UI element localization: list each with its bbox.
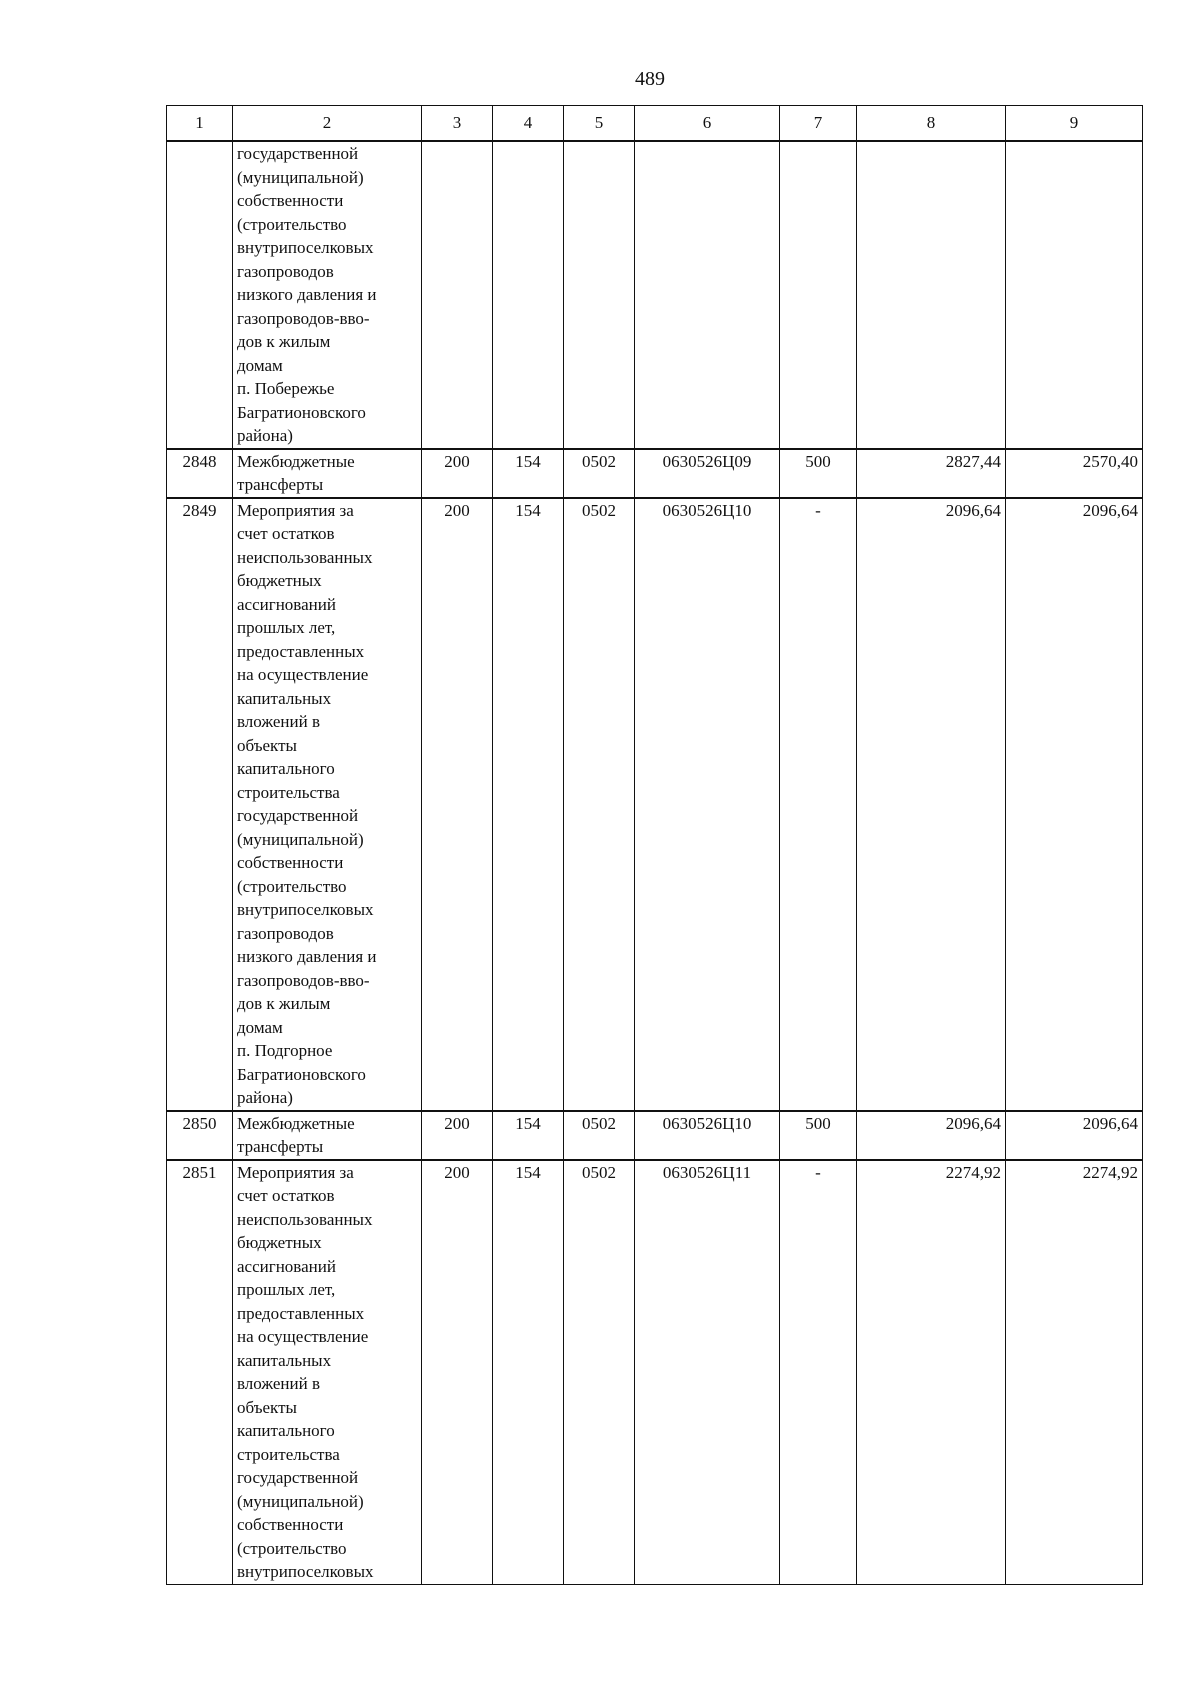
column-header-9: 9 <box>1006 106 1143 142</box>
cell-col-7: - <box>780 1160 857 1585</box>
cell-col-5: 0502 <box>564 449 635 498</box>
cell-col-8: 2274,92 <box>857 1160 1006 1585</box>
row-description-text: Мероприятия за счет остатков неиспользованных бюджетных ассигнований прошлых лет, предоставленных на осуществление капитальных вложений в объекты капитального строительства государственной (муниципальной) собственности (строительство внутрипоселковых газопроводов низкого давления и газопроводов-вво- дов к жилым домам п. Подгорное Багратионовского района) <box>237 500 377 1107</box>
cell-col-5: 0502 <box>564 498 635 1111</box>
row-description-text: Межбюджетные трансферты <box>237 1113 355 1156</box>
cell-col-6: 0630526Ц10 <box>635 498 780 1111</box>
cell-col-4: 154 <box>493 1160 564 1585</box>
table-row <box>167 498 1143 1111</box>
row-description <box>233 141 422 449</box>
row-description-text: Мероприятия за счет остатков неиспользованных бюджетных ассигнований прошлых лет, предоставленных на осуществление капитальных вложений в объекты капитального строительства государственной (муниципальной) собственности (строительство внутрипоселковых <box>237 1162 374 1581</box>
table-header-row <box>167 106 1143 142</box>
cell-col-8: 2827,44 <box>857 449 1006 498</box>
cell-col-4: 154 <box>493 1111 564 1160</box>
row-description <box>233 498 422 1111</box>
cell-col-5: 0502 <box>564 1111 635 1160</box>
cell-col-7: 500 <box>780 1111 857 1160</box>
table-row <box>167 1111 1143 1160</box>
cell-col-3: 200 <box>422 498 493 1111</box>
cell-col-3 <box>422 141 493 449</box>
row-description <box>233 449 422 498</box>
table-row <box>167 141 1143 449</box>
column-header-5: 5 <box>564 106 635 142</box>
cell-col-9: 2274,92 <box>1006 1160 1143 1585</box>
table-row <box>167 1160 1143 1585</box>
cell-col-6: 0630526Ц11 <box>635 1160 780 1585</box>
row-description <box>233 1111 422 1160</box>
cell-col-9: 2096,64 <box>1006 1111 1143 1160</box>
row-description <box>233 1160 422 1585</box>
cell-col-3: 200 <box>422 1160 493 1585</box>
column-header-6: 6 <box>635 106 780 142</box>
cell-col-5 <box>564 141 635 449</box>
column-header-7: 7 <box>780 106 857 142</box>
cell-col-8: 2096,64 <box>857 1111 1006 1160</box>
cell-col-6 <box>635 141 780 449</box>
row-number: 2849 <box>167 498 233 1111</box>
column-header-4: 4 <box>493 106 564 142</box>
column-header-3: 3 <box>422 106 493 142</box>
cell-col-4: 154 <box>493 449 564 498</box>
cell-col-9: 2096,64 <box>1006 498 1143 1111</box>
cell-col-3: 200 <box>422 449 493 498</box>
cell-col-5: 0502 <box>564 1160 635 1585</box>
cell-col-4 <box>493 141 564 449</box>
cell-col-8 <box>857 141 1006 449</box>
cell-col-4: 154 <box>493 498 564 1111</box>
row-description-text: государственной (муниципальной) собственности (строительство внутрипоселковых газопроводов низкого давления и газопроводов-вво- дов к жилым домам п. Побережье Багратионовского района) <box>237 144 377 445</box>
column-header-2: 2 <box>233 106 422 142</box>
cell-col-8: 2096,64 <box>857 498 1006 1111</box>
column-header-1: 1 <box>167 106 233 142</box>
cell-col-7: 500 <box>780 449 857 498</box>
cell-col-9 <box>1006 141 1143 449</box>
cell-col-6: 0630526Ц10 <box>635 1111 780 1160</box>
column-header-8: 8 <box>857 106 1006 142</box>
cell-col-6: 0630526Ц09 <box>635 449 780 498</box>
page-number: 489 <box>635 68 665 90</box>
row-description-text: Межбюджетные трансферты <box>237 451 355 494</box>
row-number <box>167 141 233 449</box>
cell-col-7 <box>780 141 857 449</box>
cell-col-3: 200 <box>422 1111 493 1160</box>
cell-col-9: 2570,40 <box>1006 449 1143 498</box>
row-number: 2851 <box>167 1160 233 1585</box>
cell-col-7: - <box>780 498 857 1111</box>
table-row <box>167 449 1143 498</box>
budget-table <box>166 105 1143 1585</box>
row-number: 2848 <box>167 449 233 498</box>
row-number: 2850 <box>167 1111 233 1160</box>
